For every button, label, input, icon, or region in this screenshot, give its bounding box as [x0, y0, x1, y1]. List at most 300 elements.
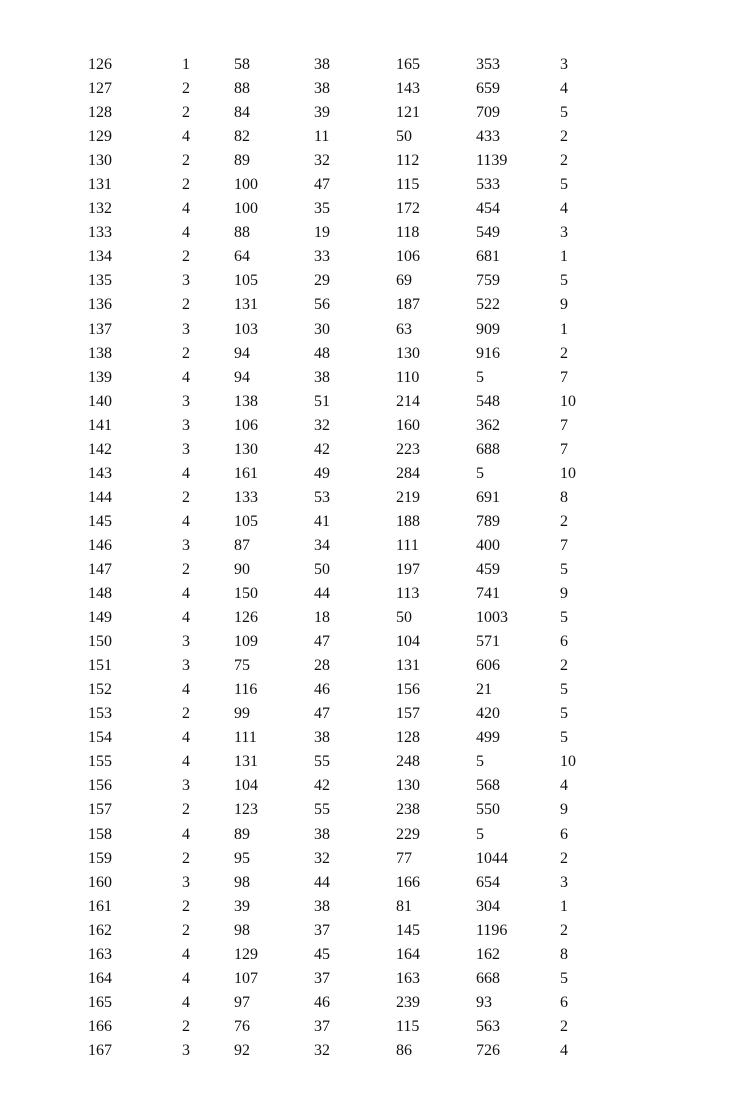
table-cell: 741: [476, 585, 500, 603]
table-cell: 116: [234, 681, 258, 699]
table-cell: 130: [396, 344, 420, 362]
table-cell: 133: [88, 224, 112, 242]
table-cell: 654: [476, 873, 500, 891]
table-cell: 150: [234, 585, 258, 603]
table-cell: 133: [234, 488, 258, 506]
table-cell: 110: [396, 368, 420, 386]
table-cell: 58: [234, 56, 250, 74]
table-cell: 115: [396, 176, 420, 194]
table-cell: 45: [314, 945, 330, 963]
table-cell: 1003: [476, 609, 508, 627]
table-row: [88, 582, 620, 606]
table-cell: 44: [314, 873, 330, 891]
table-cell: 55: [314, 801, 330, 819]
table-cell: 105: [234, 512, 258, 530]
table-cell: 550: [476, 801, 500, 819]
table-cell: 3: [182, 633, 190, 651]
table-cell: 533: [476, 176, 500, 194]
table-cell: 10: [560, 392, 576, 410]
table-cell: 4: [182, 128, 190, 146]
table-cell: 29: [314, 272, 330, 290]
table-cell: 150: [88, 633, 112, 651]
table-cell: 166: [88, 1017, 112, 1035]
table-cell: 105: [234, 272, 258, 290]
table-cell: 563: [476, 1017, 500, 1035]
table-cell: 5: [560, 561, 568, 578]
table-cell: 248: [396, 753, 420, 771]
table-cell: 362: [476, 416, 500, 434]
table-cell: 37: [314, 1017, 330, 1035]
table-cell: 109: [234, 633, 258, 651]
table-cell: 9: [560, 296, 568, 314]
table-row: [88, 77, 620, 101]
table-cell: 3: [182, 873, 190, 891]
table-cell: 709: [476, 104, 500, 122]
table-cell: 400: [476, 536, 500, 554]
table-cell: 1: [560, 320, 568, 338]
table-cell: 64: [234, 248, 250, 266]
table-cell: 659: [476, 80, 500, 98]
table-row: [88, 967, 620, 991]
table-cell: 104: [234, 777, 258, 795]
table-cell: 2: [182, 248, 190, 266]
table-cell: 4: [182, 729, 190, 747]
table-cell: 90: [234, 561, 250, 578]
table-cell: 89: [234, 825, 250, 843]
table-cell: 94: [234, 368, 250, 386]
table-cell: 1139: [476, 152, 508, 170]
table-cell: 172: [396, 200, 420, 218]
table-cell: 88: [234, 224, 250, 242]
table-cell: 2: [182, 897, 190, 915]
table-cell: 156: [396, 681, 420, 699]
table-cell: 47: [314, 705, 330, 723]
table-cell: 145: [88, 512, 112, 530]
table-cell: 5: [560, 609, 568, 627]
table-cell: 1044: [476, 849, 508, 867]
table-cell: 47: [314, 633, 330, 651]
table-cell: 131: [88, 176, 112, 194]
table-cell: 94: [234, 344, 250, 362]
table-cell: 5: [560, 176, 568, 194]
table-cell: 131: [396, 657, 420, 675]
table-cell: 143: [396, 80, 420, 98]
table-cell: 2: [560, 921, 568, 939]
table-cell: 144: [88, 488, 112, 506]
table-cell: 1: [560, 897, 568, 915]
table-cell: 162: [88, 921, 112, 939]
table-cell: 127: [88, 80, 112, 98]
table-cell: 147: [88, 561, 112, 578]
table-cell: 7: [560, 368, 568, 386]
table-cell: 4: [182, 993, 190, 1011]
table-cell: 4: [182, 945, 190, 963]
table-cell: 37: [314, 921, 330, 939]
table-cell: 916: [476, 344, 500, 362]
table-cell: 126: [234, 609, 258, 627]
table-cell: 5: [560, 729, 568, 747]
table-cell: 3: [560, 873, 568, 891]
table-cell: 111: [234, 729, 257, 747]
table-cell: 5: [560, 705, 568, 723]
table-cell: 106: [234, 416, 258, 434]
table-cell: 87: [234, 536, 250, 554]
table-cell: 55: [314, 753, 330, 771]
table-cell: 33: [314, 248, 330, 266]
table-cell: 167: [88, 1041, 112, 1059]
table-cell: 156: [88, 777, 112, 795]
table-cell: 42: [314, 440, 330, 458]
table-cell: 10: [560, 464, 576, 482]
table-cell: 4: [182, 681, 190, 699]
table-row: [88, 847, 620, 871]
table-cell: 103: [234, 320, 258, 338]
table-row: [88, 798, 620, 822]
table-cell: 1: [560, 248, 568, 266]
table-cell: 48: [314, 344, 330, 362]
table-cell: 130: [234, 440, 258, 458]
table-cell: 38: [314, 729, 330, 747]
table-cell: 2: [182, 705, 190, 723]
table-cell: 9: [560, 801, 568, 819]
table-cell: 4: [182, 368, 190, 386]
table-row: [88, 173, 620, 197]
table-cell: 140: [88, 392, 112, 410]
table-cell: 3: [182, 272, 190, 290]
table-cell: 6: [560, 825, 568, 843]
table-cell: 4: [560, 777, 568, 795]
table-cell: 21: [476, 681, 492, 699]
table-cell: 7: [560, 416, 568, 434]
table-cell: 459: [476, 561, 500, 578]
table-cell: 115: [396, 1017, 420, 1035]
table-cell: 5: [560, 969, 568, 987]
table-cell: 4: [182, 969, 190, 987]
table-cell: 4: [560, 200, 568, 218]
table-cell: 3: [182, 1041, 190, 1059]
table-cell: 149: [88, 609, 112, 627]
table-cell: 187: [396, 296, 420, 314]
table-row: [88, 823, 620, 847]
table-cell: 161: [88, 897, 112, 915]
table-cell: 89: [234, 152, 250, 170]
table-cell: 159: [88, 849, 112, 867]
table-cell: 107: [234, 969, 258, 987]
table-cell: 98: [234, 873, 250, 891]
table-row: [88, 558, 620, 582]
table-cell: 97: [234, 993, 250, 1011]
table-cell: 668: [476, 969, 500, 987]
table-cell: 50: [396, 609, 412, 627]
table-row: [88, 293, 620, 317]
table-cell: 158: [88, 825, 112, 843]
table-cell: 130: [88, 152, 112, 170]
table-cell: 909: [476, 320, 500, 338]
table-cell: 137: [88, 320, 112, 338]
table-cell: 113: [396, 585, 420, 603]
table-cell: 157: [88, 801, 112, 819]
table-cell: 214: [396, 392, 420, 410]
table-cell: 153: [88, 705, 112, 723]
table-cell: 131: [234, 296, 258, 314]
table-cell: 163: [396, 969, 420, 987]
table-cell: 51: [314, 392, 330, 410]
table-cell: 143: [88, 464, 112, 482]
table-cell: 164: [88, 969, 112, 987]
table-cell: 138: [88, 344, 112, 362]
table-cell: 3: [182, 392, 190, 410]
table-cell: 606: [476, 657, 500, 675]
table-row: [88, 943, 620, 967]
table-row: [88, 149, 620, 173]
table-cell: 5: [476, 753, 484, 771]
table-cell: 123: [234, 801, 258, 819]
table-cell: 157: [396, 705, 420, 723]
table-row: [88, 318, 620, 342]
table-cell: 11: [314, 128, 330, 146]
table-cell: 111: [396, 536, 419, 554]
table-row: [88, 678, 620, 702]
table-cell: 2: [182, 104, 190, 122]
table-cell: 229: [396, 825, 420, 843]
table-cell: 63: [396, 320, 412, 338]
table-row: [88, 895, 620, 919]
table-cell: 8: [560, 945, 568, 963]
table-row: [88, 750, 620, 774]
table-cell: 129: [88, 128, 112, 146]
table-cell: 44: [314, 585, 330, 603]
table-cell: 548: [476, 392, 500, 410]
table-cell: 100: [234, 200, 258, 218]
table-cell: 3: [560, 224, 568, 242]
table-cell: 106: [396, 248, 420, 266]
table-row: [88, 462, 620, 486]
table-row: [88, 871, 620, 895]
table-row: [88, 342, 620, 366]
table-cell: 41: [314, 512, 330, 530]
table-cell: 128: [88, 104, 112, 122]
table-cell: 164: [396, 945, 420, 963]
table-cell: 3: [560, 56, 568, 74]
table-cell: 2: [560, 657, 568, 675]
table-cell: 2: [560, 152, 568, 170]
table-cell: 2: [182, 1017, 190, 1035]
table-row: [88, 702, 620, 726]
table-cell: 3: [182, 777, 190, 795]
table-cell: 38: [314, 825, 330, 843]
table-row: [88, 1039, 620, 1063]
table-row: [88, 991, 620, 1015]
table-cell: 3: [182, 440, 190, 458]
data-table: [88, 53, 620, 1063]
table-cell: 38: [314, 56, 330, 74]
table-cell: 571: [476, 633, 500, 651]
table-row: [88, 534, 620, 558]
table-row: [88, 221, 620, 245]
table-cell: 4: [182, 224, 190, 242]
table-cell: 30: [314, 320, 330, 338]
table-cell: 4: [560, 1041, 568, 1059]
table-row: [88, 269, 620, 293]
table-body: [88, 53, 620, 1063]
table-cell: 4: [560, 80, 568, 98]
table-cell: 5: [476, 368, 484, 386]
table-row: [88, 414, 620, 438]
table-row: [88, 53, 620, 77]
table-cell: 84: [234, 104, 250, 122]
table-cell: 128: [396, 729, 420, 747]
table-cell: 32: [314, 152, 330, 170]
table-cell: 9: [560, 585, 568, 603]
table-cell: 2: [182, 921, 190, 939]
table-cell: 38: [314, 368, 330, 386]
table-cell: 2: [560, 512, 568, 530]
table-cell: 5: [476, 825, 484, 843]
table-cell: 46: [314, 993, 330, 1011]
table-row: [88, 726, 620, 750]
table-cell: 6: [560, 633, 568, 651]
table-cell: 49: [314, 464, 330, 482]
table-cell: 37: [314, 969, 330, 987]
table-cell: 39: [234, 897, 250, 915]
table-cell: 166: [396, 873, 420, 891]
table-row: [88, 390, 620, 414]
table-cell: 5: [560, 681, 568, 699]
table-cell: 2: [182, 80, 190, 98]
table-cell: 34: [314, 536, 330, 554]
table-row: [88, 774, 620, 798]
table-cell: 188: [396, 512, 420, 530]
table-cell: 28: [314, 657, 330, 675]
table-cell: 76: [234, 1017, 250, 1035]
table-cell: 126: [88, 56, 112, 74]
table-cell: 138: [234, 392, 258, 410]
table-cell: 131: [234, 753, 258, 771]
table-cell: 132: [88, 200, 112, 218]
table-cell: 136: [88, 296, 112, 314]
table-cell: 95: [234, 849, 250, 867]
table-cell: 4: [182, 753, 190, 771]
table-cell: 155: [88, 753, 112, 771]
table-cell: 69: [396, 272, 412, 290]
table-cell: 142: [88, 440, 112, 458]
table-cell: 4: [182, 200, 190, 218]
table-cell: 19: [314, 224, 330, 242]
table-cell: 163: [88, 945, 112, 963]
table-cell: 2: [560, 344, 568, 362]
table-row: [88, 919, 620, 943]
table-cell: 135: [88, 272, 112, 290]
table-cell: 32: [314, 416, 330, 434]
table-cell: 118: [396, 224, 420, 242]
table-cell: 146: [88, 536, 112, 554]
table-cell: 2: [182, 296, 190, 314]
table-cell: 759: [476, 272, 500, 290]
table-cell: 98: [234, 921, 250, 939]
table-cell: 134: [88, 248, 112, 266]
table-cell: 93: [476, 993, 492, 1011]
table-row: [88, 245, 620, 269]
table-cell: 148: [88, 585, 112, 603]
table-cell: 42: [314, 777, 330, 795]
table-cell: 223: [396, 440, 420, 458]
table-cell: 2: [560, 1017, 568, 1035]
table-cell: 81: [396, 897, 412, 915]
table-cell: 6: [560, 993, 568, 1011]
table-cell: 92: [234, 1041, 250, 1059]
table-cell: 304: [476, 897, 500, 915]
table-cell: 5: [560, 272, 568, 290]
table-cell: 152: [88, 681, 112, 699]
table-cell: 197: [396, 561, 420, 578]
table-cell: 454: [476, 200, 500, 218]
table-row: [88, 1015, 620, 1039]
table-cell: 129: [234, 945, 258, 963]
table-cell: 4: [182, 585, 190, 603]
table-cell: 141: [88, 416, 112, 434]
table-cell: 100: [234, 176, 258, 194]
table-cell: 2: [182, 488, 190, 506]
table-cell: 50: [314, 561, 330, 578]
table-cell: 82: [234, 128, 250, 146]
table-row: [88, 654, 620, 678]
table-cell: 499: [476, 729, 500, 747]
table-cell: 39: [314, 104, 330, 122]
table-cell: 681: [476, 248, 500, 266]
table-cell: 5: [476, 464, 484, 482]
table-cell: 151: [88, 657, 112, 675]
table-cell: 2: [182, 152, 190, 170]
table-cell: 145: [396, 921, 420, 939]
table-cell: 1196: [476, 921, 508, 939]
table-cell: 2: [560, 128, 568, 146]
table-cell: 239: [396, 993, 420, 1011]
table-cell: 154: [88, 729, 112, 747]
table-cell: 38: [314, 897, 330, 915]
table-cell: 77: [396, 849, 412, 867]
table-row: [88, 197, 620, 221]
table-cell: 139: [88, 368, 112, 386]
table-row: [88, 101, 620, 125]
table-cell: 3: [182, 416, 190, 434]
table-cell: 3: [182, 536, 190, 554]
table-cell: 2: [182, 561, 190, 578]
table-cell: 99: [234, 705, 250, 723]
table-cell: 10: [560, 753, 576, 771]
table-cell: 420: [476, 705, 500, 723]
table-cell: 2: [560, 849, 568, 867]
table-row: [88, 510, 620, 534]
table-row: [88, 630, 620, 654]
table-row: [88, 606, 620, 630]
table-cell: 75: [234, 657, 250, 675]
table-cell: 2: [182, 176, 190, 194]
table-cell: 7: [560, 440, 568, 458]
table-cell: 238: [396, 801, 420, 819]
table-cell: 549: [476, 224, 500, 242]
table-cell: 4: [182, 512, 190, 530]
table-cell: 4: [182, 609, 190, 627]
table-cell: 219: [396, 488, 420, 506]
table-cell: 32: [314, 1041, 330, 1059]
table-cell: 1: [182, 56, 190, 74]
table-cell: 50: [396, 128, 412, 146]
table-cell: 165: [396, 56, 420, 74]
table-cell: 32: [314, 849, 330, 867]
table-row: [88, 486, 620, 510]
table-row: [88, 366, 620, 390]
table-cell: 7: [560, 536, 568, 554]
